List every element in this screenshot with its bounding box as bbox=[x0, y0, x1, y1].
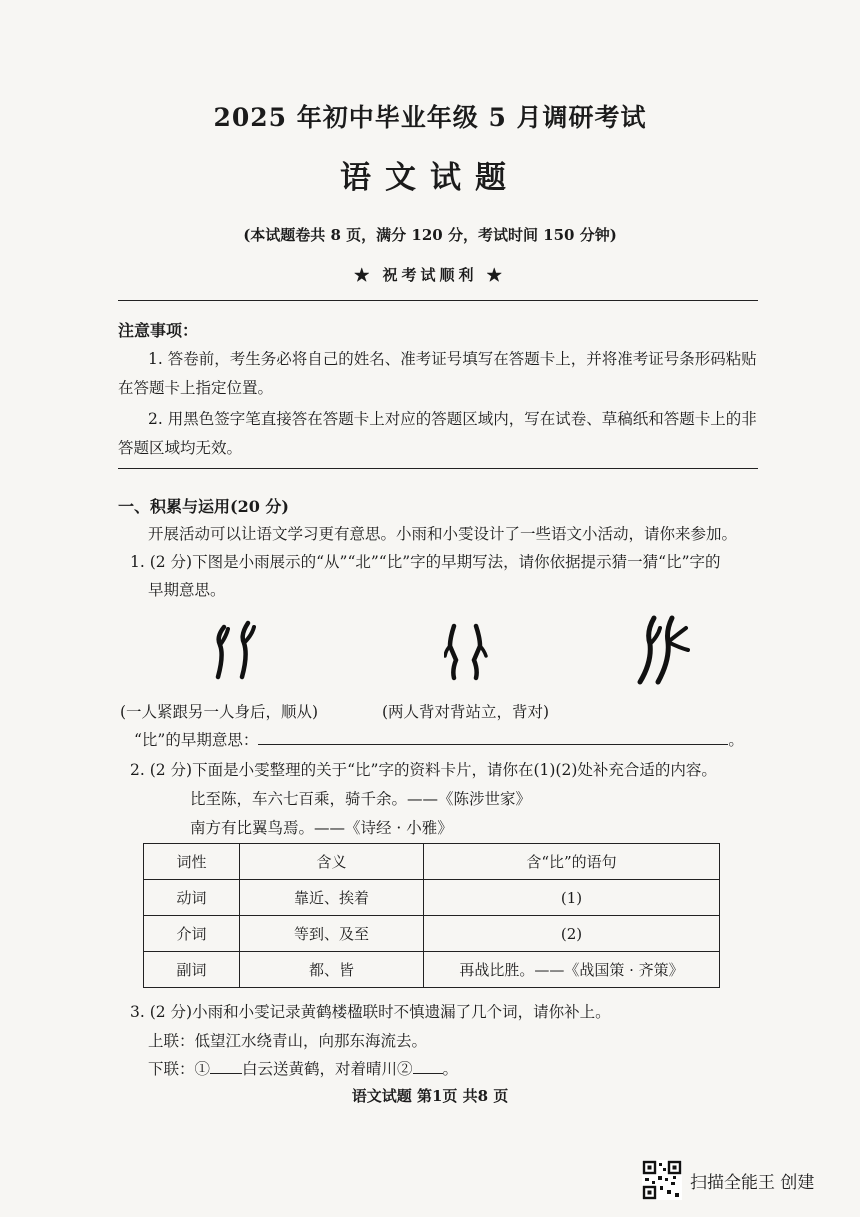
q2-quote-2: 南方有比翼鸟焉。——《诗经 · 小雅》 bbox=[190, 819, 453, 837]
table-row bbox=[144, 916, 720, 952]
table-cell-blank-2[interactable]: (2) bbox=[424, 916, 720, 952]
table-cell-blank-1[interactable]: (1) bbox=[424, 880, 720, 916]
ancient-bei-glyph bbox=[444, 620, 488, 682]
qr-code-icon bbox=[642, 1160, 682, 1200]
table-cell: 再战比胜。——《战国策 · 齐策》 bbox=[424, 952, 720, 988]
couplet-lower-mid: 白云送黄鹤，对着晴川② bbox=[242, 1060, 413, 1078]
table-header-row bbox=[144, 844, 720, 880]
table-cell: 动词 bbox=[144, 880, 240, 916]
header-meaning: 含义 bbox=[240, 844, 424, 880]
exam-title: 2025 年初中毕业年级 5 月调研考试 bbox=[213, 103, 647, 132]
table-cell: 副词 bbox=[144, 952, 240, 988]
table-cell: 靠近、挨着 bbox=[240, 880, 424, 916]
couplet-upper: 上联：低望江水绕青山，向那东海流去。 bbox=[148, 1032, 428, 1050]
table-cell: 都、皆 bbox=[240, 952, 424, 988]
couplet-blank-1[interactable] bbox=[210, 1073, 242, 1074]
ancient-bi-glyph bbox=[636, 612, 692, 686]
subject-title: 语文试题 bbox=[340, 160, 520, 196]
q1-answer-label: “比”的早期意思： bbox=[134, 731, 259, 749]
q1-answer-line bbox=[134, 730, 754, 750]
q3-stem: 3. (2 分)小雨和小雯记录黄鹤楼楹联时不慎遗漏了几个词，请你补上。 bbox=[130, 1003, 611, 1021]
exam-meta: (本试题卷共 8 页，满分 120 分，考试时间 150 分钟) bbox=[243, 226, 617, 244]
couplet-lower bbox=[148, 1059, 458, 1079]
couplet-lower-end: 。 bbox=[442, 1060, 459, 1078]
page-footer: 语文试题 第1页 共8 页 bbox=[351, 1087, 509, 1105]
notice-item-1-cont: 在答题卡上指定位置。 bbox=[118, 379, 274, 397]
q1-stem: 1. (2 分)下图是小雨展示的“从”“北”“比”字的早期写法，请你依据提示猜一猜“比”字的 bbox=[130, 553, 721, 571]
watermark-text: 扫描全能王 创建 bbox=[690, 1172, 815, 1193]
caption-bei: (两人背对背站立，背对) bbox=[382, 703, 550, 721]
section1-intro: 开展活动可以让语文学习更有意思。小雨和小雯设计了一些语文小活动，请你来参加。 bbox=[148, 525, 738, 543]
bi-info-card-table bbox=[143, 843, 720, 988]
table-cell: 等到、及至 bbox=[240, 916, 424, 952]
notice-item-1: 1. 答卷前，考生务必将自己的姓名、准考证号填写在答题卡上，并将准考证号条形码粘贴 bbox=[148, 350, 757, 368]
q1-answer-blank[interactable] bbox=[258, 744, 728, 745]
caption-cong: (一人紧跟另一人身后，顺从) bbox=[120, 703, 319, 721]
notice-item-2-cont: 答题区域均无效。 bbox=[118, 439, 243, 457]
couplet-blank-2[interactable] bbox=[413, 1073, 443, 1074]
q1-answer-end: 。 bbox=[728, 731, 744, 749]
couplet-lower-start: 下联：① bbox=[148, 1060, 211, 1078]
table-row bbox=[144, 880, 720, 916]
scanner-watermark bbox=[642, 1160, 842, 1200]
table-cell: 介词 bbox=[144, 916, 240, 952]
q2-stem: 2. (2 分)下面是小雯整理的关于“比”字的资料卡片，请你在(1)(2)处补充合适的内容。 bbox=[130, 761, 717, 779]
notice-heading: 注意事项： bbox=[118, 321, 199, 340]
good-luck-line: ★ 祝考试顺利 ★ bbox=[354, 266, 506, 284]
notice-item-2: 2. 用黑色签字笔直接答在答题卡上对应的答题区域内，写在试卷、草稿纸和答题卡上的非 bbox=[148, 410, 757, 428]
q2-quote-1: 比至陈，车六七百乘，骑千余。——《陈涉世家》 bbox=[190, 790, 532, 808]
divider-bottom bbox=[118, 468, 758, 469]
q1-stem-cont: 早期意思。 bbox=[148, 581, 226, 599]
section1-heading: 一、积累与运用(20 分) bbox=[118, 497, 289, 516]
divider-top bbox=[118, 300, 758, 301]
ancient-cong-glyph bbox=[212, 615, 268, 681]
table-row bbox=[144, 952, 720, 988]
header-sentence: 含“比”的语句 bbox=[424, 844, 720, 880]
header-pos: 词性 bbox=[144, 844, 240, 880]
